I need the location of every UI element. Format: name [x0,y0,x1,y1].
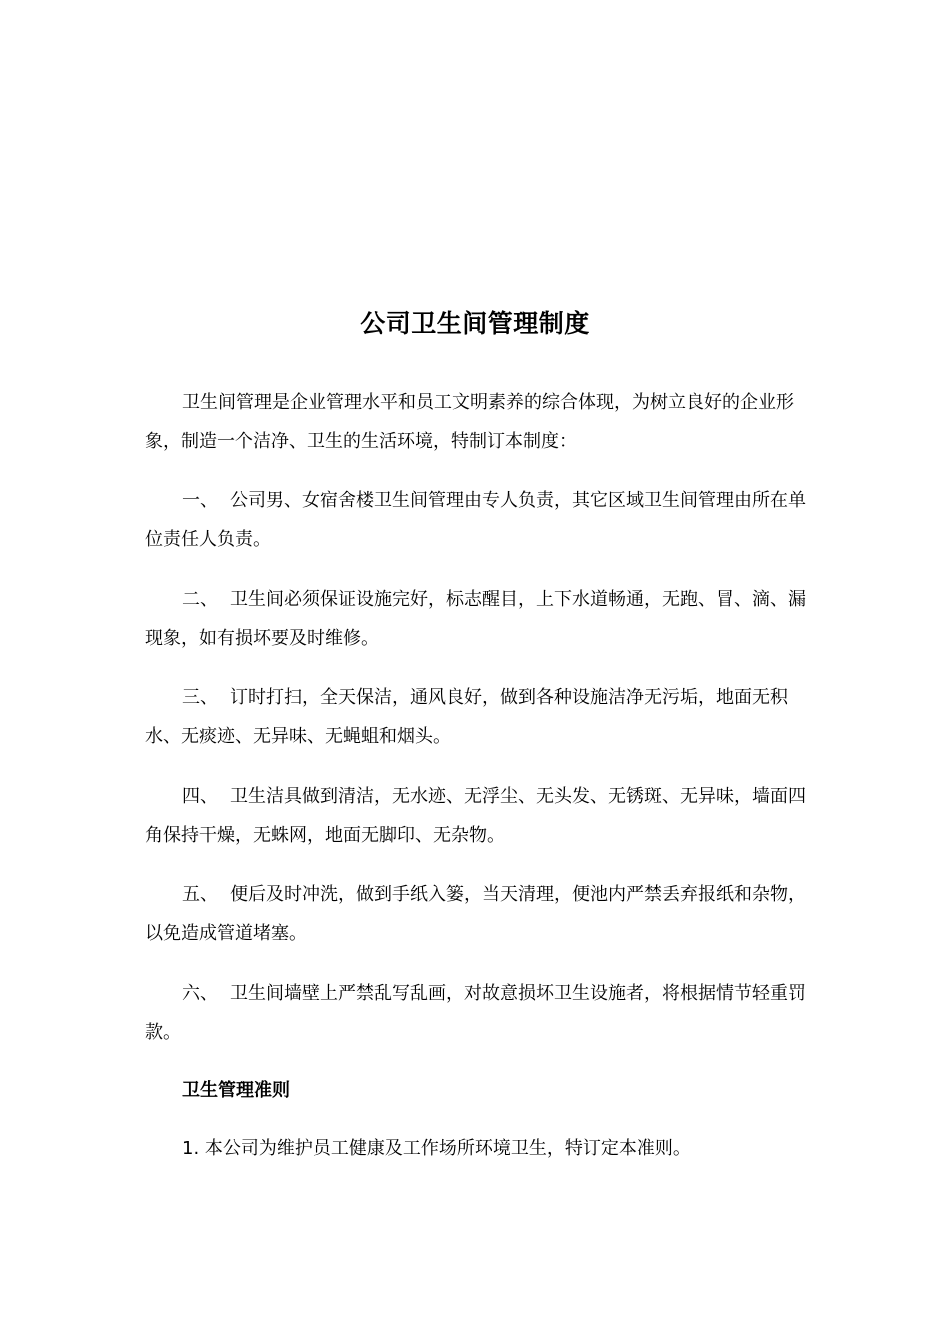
article-5 [145,875,815,953]
article-6-number: 六、 [182,983,218,1004]
article-4 [145,777,815,855]
article-1 [145,481,815,559]
article-3-number: 三、 [182,687,218,708]
rule-1: 1. 本公司为维护员工健康及工作场所环境卫生，特订定本准则。 [182,1138,691,1159]
article-4-text: 卫生洁具做到清洁，无水迹、无浮尘、无头发、无锈斑、无异味，墙面四角保持干燥，无蛛网，地面无脚印、无杂物。 [145,786,806,846]
article-1-text: 公司男、女宿舍楼卫生间管理由专人负责，其它区域卫生间管理由所在单位责任人负责。 [145,490,806,550]
article-3-text: 订时打扫，全天保洁，通风良好，做到各种设施洁净无污垢，地面无积水、无痰迹、无异味、无蝇蛆和烟头。 [145,687,788,747]
article-2 [145,580,815,658]
article-5-text: 便后及时冲洗，做到手纸入篓，当天清理，便池内严禁丢弃报纸和杂物，以免造成管道堵塞。 [145,884,806,944]
article-2-number: 二、 [182,589,218,610]
document-title: 公司卫生间管理制度 [360,309,590,338]
article-5-number: 五、 [182,884,218,905]
intro-paragraph: 卫生间管理是企业管理水平和员工文明素养的综合体现，为树立良好的企业形象，制造一个洁净、卫生的生活环境，特制订本制度： [145,392,794,452]
article-1-number: 一、 [182,490,218,511]
article-6-text: 卫生间墙壁上严禁乱写乱画，对故意损坏卫生设施者，将根据情节轻重罚款。 [145,983,806,1043]
article-4-number: 四、 [182,786,218,807]
article-2-text: 卫生间必须保证设施完好，标志醒目，上下水道畅通，无跑、冒、滴、漏现象，如有损坏要及时维修。 [145,589,806,649]
article-6 [145,974,815,1052]
article-3 [145,678,815,756]
section-heading: 卫生管理准则 [182,1080,290,1101]
